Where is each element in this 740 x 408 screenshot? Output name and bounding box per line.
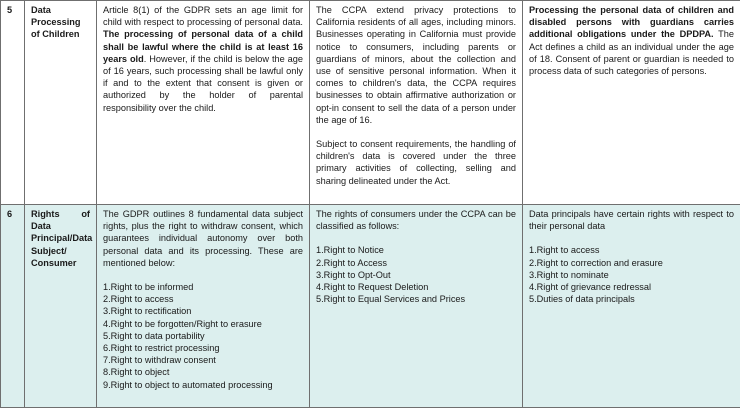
list-item: 6.Right to restrict processing bbox=[103, 342, 303, 354]
table-row bbox=[1, 1, 740, 205]
gdpr-text-cont: . However, if the child is below the age of 16 years, such processing shall be lawful only if and to the extent that consent is given or authorized by the holder of parental responsibility over the child. bbox=[103, 54, 303, 113]
list-item: 5.Right to data portability bbox=[103, 330, 303, 342]
gdpr-cell bbox=[97, 1, 310, 205]
list-item: 2.Right to Access bbox=[316, 257, 516, 269]
list-item: 1.Right to be informed bbox=[103, 281, 303, 293]
list-item: 4.Right of grievance redressal bbox=[529, 281, 734, 293]
gdpr-intro: The GDPR outlines 8 fundamental data subject rights, plus the right to withdraw consent, which guarantees individual autonomy over both personal data and its processing. These are mentioned below: bbox=[103, 208, 303, 269]
gdpr-rights-list bbox=[103, 281, 303, 391]
list-item: 8.Right to object bbox=[103, 366, 303, 378]
row-number: 6 bbox=[1, 205, 25, 408]
row-number: 5 bbox=[1, 1, 25, 205]
ccpa-rights-list bbox=[316, 244, 516, 305]
gdpr-bold-text: The processing of personal data of a child shall be lawful where the child is at least 16 years old bbox=[103, 29, 303, 63]
ccpa-cell bbox=[310, 1, 523, 205]
dpdpa-bold-text: Processing the personal data of children and disabled persons with guardians carries additional obligations under the DPDPA. bbox=[529, 5, 734, 39]
gdpr-text: Article 8(1) of the GDPR sets an age limit for child with respect to processing of personal data. bbox=[103, 5, 303, 27]
list-item: 3.Right to rectification bbox=[103, 305, 303, 317]
list-item: 3.Right to Opt-Out bbox=[316, 269, 516, 281]
table-row bbox=[1, 205, 740, 408]
row-topic: Data Processing of Children bbox=[25, 1, 97, 205]
list-item: 5.Right to Equal Services and Prices bbox=[316, 293, 516, 305]
gdpr-cell bbox=[97, 205, 310, 408]
list-item: 1.Right to access bbox=[529, 244, 734, 256]
row-topic: Rights of Data Principal/Data Subject/ Consumer bbox=[25, 205, 97, 408]
ccpa-cell bbox=[310, 205, 523, 408]
list-item: 2.Right to access bbox=[103, 293, 303, 305]
dpdpa-rights-list bbox=[529, 244, 734, 305]
list-item: 2.Right to correction and erasure bbox=[529, 257, 734, 269]
dpdpa-cell bbox=[523, 1, 740, 205]
dpdpa-text: The Act defines a child as an individual under the age of 18. Consent of parent or guardian is needed to process data of such categories of persons. bbox=[529, 29, 734, 76]
ccpa-paragraph: Subject to consent requirements, the handling of children's data is covered under the three primary activities of collecting, selling and sharing delineated under the Act. bbox=[316, 138, 516, 187]
dpdpa-cell bbox=[523, 205, 740, 408]
list-item: 3.Right to nominate bbox=[529, 269, 734, 281]
list-item: 9.Right to object to automated processing bbox=[103, 379, 303, 391]
ccpa-paragraph: The CCPA extend privacy protections to California residents of all ages, including minors. Businesses operating in California must provide notice to consumers, including parents or guardians of minors, about the collection and use of sensitive personal information. When it comes to children's data, the CCPA requires businesses to obtain affirmative authorization or opt-in consent to sell the data of a person under the age of 16. bbox=[316, 4, 516, 126]
list-item: 4.Right to Request Deletion bbox=[316, 281, 516, 293]
list-item: 4.Right to be forgotten/Right to erasure bbox=[103, 318, 303, 330]
list-item: 5.Duties of data principals bbox=[529, 293, 734, 305]
list-item: 1.Right to Notice bbox=[316, 244, 516, 256]
list-item: 7.Right to withdraw consent bbox=[103, 354, 303, 366]
dpdpa-intro: Data principals have certain rights with respect to their personal data bbox=[529, 208, 734, 232]
ccpa-intro: The rights of consumers under the CCPA can be classified as follows: bbox=[316, 208, 516, 232]
